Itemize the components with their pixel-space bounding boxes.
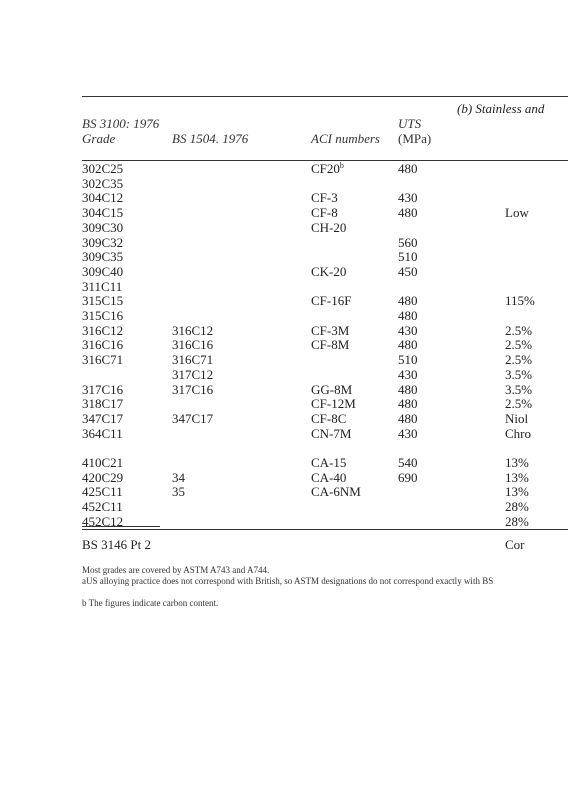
cell-aci [311, 397, 398, 412]
table-row [82, 250, 555, 265]
cell-bs3100 [82, 338, 172, 353]
cell-bs3100-text: 425C11 [82, 484, 123, 500]
table-row [82, 265, 555, 280]
cell-bs3100 [82, 368, 172, 383]
cell-bs1504 [172, 383, 311, 398]
cell-note [505, 162, 555, 177]
cell-uts [398, 162, 505, 177]
grades-table-body [82, 162, 555, 530]
cell-bs1504-text: 316C71 [172, 352, 214, 368]
cell-bs1504 [172, 294, 311, 309]
cell-uts-text: 540 [398, 455, 418, 471]
cell-bs1504 [172, 236, 311, 251]
cell-uts [398, 191, 505, 206]
top-rule [82, 96, 568, 97]
cell-note [505, 221, 555, 236]
cell-uts [398, 485, 505, 500]
cell-bs3100 [82, 397, 172, 412]
cell-bs1504-text: 35 [172, 484, 185, 500]
header-uts [398, 116, 431, 146]
cell-note-text: 13% [505, 455, 529, 471]
footnote-b: b The figures indicate carbon content. [82, 598, 219, 608]
cell-aci [311, 191, 398, 206]
cell-uts-text: 560 [398, 234, 418, 250]
cell-bs1504 [172, 485, 311, 500]
cell-note [505, 397, 555, 412]
cell-bs3100 [82, 412, 172, 427]
cell-aci-text: CF-8M [311, 337, 350, 353]
header-bs3100-line1: BS 3100: 1976 [82, 116, 160, 131]
cell-bs1504 [172, 162, 311, 177]
footer-short-rule [82, 526, 160, 527]
cell-note-text: 2.5% [505, 322, 533, 338]
cell-bs3100-text: 304C12 [82, 190, 124, 206]
cell-uts-text: 480 [398, 381, 418, 397]
header-bs3100-line2: Grade [82, 131, 116, 146]
cell-note-text: Low [505, 205, 529, 221]
cell-bs3100-text: 410C21 [82, 455, 124, 471]
cell-bs3100-text: 309C32 [82, 234, 124, 250]
table-row [82, 485, 555, 500]
table-row [82, 338, 555, 353]
cell-note-text: 2.5% [505, 396, 533, 412]
cell-note-text: 13% [505, 469, 529, 485]
cell-bs1504 [172, 368, 311, 383]
cell-note [505, 471, 555, 486]
footnote-coverage: Most grades are covered by ASTM A743 and A744. [82, 565, 270, 575]
cell-bs3100-text: 309C40 [82, 263, 124, 279]
cell-bs3100 [82, 250, 172, 265]
table-row [82, 309, 555, 324]
cell-note [505, 309, 555, 324]
cell-uts [398, 294, 505, 309]
cell-uts-text: 510 [398, 249, 418, 265]
cell-bs1504 [172, 515, 311, 530]
cell-bs1504 [172, 500, 311, 515]
cell-aci [311, 221, 398, 236]
table-row [82, 221, 555, 236]
table-row [82, 294, 555, 309]
cell-aci-text: CA-6NM [311, 484, 361, 500]
cell-uts [398, 397, 505, 412]
cell-uts [398, 324, 505, 339]
cell-aci [311, 368, 398, 383]
cell-bs3100-text: 452C12 [82, 513, 124, 529]
cell-bs3100-text: 347C17 [82, 410, 124, 426]
cell-aci [311, 265, 398, 280]
cell-note-text: Chro [505, 425, 531, 441]
cell-bs3100 [82, 324, 172, 339]
cell-note [505, 338, 555, 353]
table-row [82, 412, 555, 427]
cell-bs3100 [82, 500, 172, 515]
cell-note [505, 191, 555, 206]
cell-aci [311, 427, 398, 442]
cell-aci [311, 294, 398, 309]
cell-aci [311, 383, 398, 398]
cell-aci [311, 338, 398, 353]
cell-uts [398, 427, 505, 442]
cell-bs3100-text: 309C30 [82, 219, 124, 235]
cell-uts-text: 450 [398, 263, 418, 279]
cell-note [505, 294, 555, 309]
table-row [82, 515, 555, 530]
cell-bs3100 [82, 162, 172, 177]
cell-note-text: 3.5% [505, 381, 533, 397]
cell-uts-text: 430 [398, 322, 418, 338]
cell-uts [398, 500, 505, 515]
cell-bs1504-text: 317C16 [172, 381, 214, 397]
cell-bs3100 [82, 236, 172, 251]
cell-uts-text: 510 [398, 352, 418, 368]
cell-note [505, 383, 555, 398]
cell-aci-text: CN-7M [311, 425, 352, 441]
cell-aci [311, 206, 398, 221]
cell-bs3100-text: 317C16 [82, 381, 124, 397]
cell-note-text: 28% [505, 499, 529, 515]
cell-note [505, 427, 555, 442]
cell-note-text: 2.5% [505, 337, 533, 353]
cell-bs3100-text: 302C35 [82, 175, 124, 191]
cell-uts [398, 309, 505, 324]
table-row [82, 427, 555, 442]
cell-aci-text: CF-3 [311, 190, 338, 206]
cell-note-text: 28% [505, 513, 529, 529]
cell-uts-text: 480 [398, 308, 418, 324]
cell-bs1504-text: 316C16 [172, 337, 214, 353]
cell-bs1504-text: 347C17 [172, 410, 214, 426]
cell-uts-text: 480 [398, 337, 418, 353]
footer-standard: BS 3146 Pt 2 [82, 537, 151, 552]
cell-aci [311, 412, 398, 427]
cell-bs1504 [172, 265, 311, 280]
table-caption: (b) Stainless and [457, 101, 545, 116]
cell-bs3100-text: 304C15 [82, 205, 124, 221]
cell-bs3100 [82, 515, 172, 530]
cell-uts [398, 515, 505, 530]
cell-bs3100-text: 316C12 [82, 322, 124, 338]
table-row [82, 456, 555, 471]
cell-uts [398, 338, 505, 353]
spacer-cell [82, 441, 555, 456]
cell-bs3100-text: 309C35 [82, 249, 124, 265]
header-bs3100 [82, 116, 159, 146]
cell-bs3100 [82, 177, 172, 192]
cell-aci [311, 471, 398, 486]
cell-uts-text: 480 [398, 396, 418, 412]
cell-bs3100 [82, 456, 172, 471]
table-row-spacer [82, 441, 555, 456]
cell-bs3100 [82, 294, 172, 309]
cell-uts [398, 471, 505, 486]
cell-bs3100 [82, 309, 172, 324]
cell-bs3100-text: 302C25 [82, 161, 124, 176]
cell-bs3100-text: 420C29 [82, 469, 124, 485]
cell-uts [398, 206, 505, 221]
cell-aci-text: CH-20 [311, 219, 347, 235]
cell-uts [398, 177, 505, 192]
table-row [82, 162, 555, 177]
cell-bs1504 [172, 177, 311, 192]
table-row [82, 206, 555, 221]
cell-uts [398, 412, 505, 427]
cell-note [505, 206, 555, 221]
cell-uts-text: 480 [398, 205, 418, 221]
cell-uts [398, 265, 505, 280]
cell-bs1504 [172, 309, 311, 324]
table-row [82, 397, 555, 412]
cell-uts [398, 353, 505, 368]
cell-uts [398, 250, 505, 265]
cell-aci-text: CF-8C [311, 410, 347, 426]
cell-note-text: 13% [505, 484, 529, 500]
cell-bs1504 [172, 191, 311, 206]
cell-aci [311, 280, 398, 295]
cell-bs3100-text: 318C17 [82, 396, 124, 412]
cell-note-text: 115% [505, 293, 535, 309]
cell-bs1504 [172, 338, 311, 353]
cell-note [505, 236, 555, 251]
cell-aci [311, 456, 398, 471]
cell-bs1504 [172, 427, 311, 442]
cell-bs1504 [172, 280, 311, 295]
table-row [82, 236, 555, 251]
table-row [82, 471, 555, 486]
cell-aci [311, 515, 398, 530]
cell-bs3100 [82, 206, 172, 221]
cell-bs3100-text: 316C71 [82, 352, 124, 368]
cell-bs1504 [172, 471, 311, 486]
cell-uts-text: 430 [398, 366, 418, 382]
cell-aci-text: CF-16F [311, 293, 352, 309]
cell-aci-text: CF-12M [311, 396, 356, 412]
footer-rule [82, 529, 568, 530]
header-bs1504: BS 1504. 1976 [172, 131, 249, 146]
cell-uts-text: 480 [398, 161, 418, 176]
cell-aci [311, 250, 398, 265]
header-uts-line2: (MPa) [398, 131, 432, 146]
cell-bs1504 [172, 206, 311, 221]
cell-bs1504 [172, 412, 311, 427]
cell-aci [311, 324, 398, 339]
cell-uts [398, 236, 505, 251]
cell-uts [398, 383, 505, 398]
cell-bs3100-text: 452C11 [82, 499, 123, 515]
cell-aci-text: CA-15 [311, 455, 347, 471]
table-row [82, 383, 555, 398]
cell-note [505, 485, 555, 500]
cell-note [505, 250, 555, 265]
cell-bs1504 [172, 324, 311, 339]
cell-aci [311, 236, 398, 251]
cell-uts-text: 690 [398, 469, 418, 485]
cell-aci [311, 177, 398, 192]
footer-standard-note: Cor [505, 537, 525, 552]
cell-uts [398, 456, 505, 471]
cell-bs3100-text: 315C16 [82, 308, 124, 324]
cell-note [505, 280, 555, 295]
cell-aci-text: GG-8M [311, 381, 353, 397]
cell-bs3100 [82, 353, 172, 368]
cell-note [505, 456, 555, 471]
cell-note [505, 368, 555, 383]
footnote-marker: b [339, 161, 344, 170]
table-row [82, 280, 555, 295]
cell-bs3100 [82, 280, 172, 295]
cell-bs3100-text: 311C11 [82, 278, 123, 294]
cell-note [505, 353, 555, 368]
cell-bs3100 [82, 471, 172, 486]
cell-aci [311, 500, 398, 515]
cell-note [505, 324, 555, 339]
cell-note-text: 2.5% [505, 352, 533, 368]
table-row [82, 191, 555, 206]
cell-aci [311, 485, 398, 500]
cell-bs3100 [82, 485, 172, 500]
cell-bs3100-text: 316C16 [82, 337, 124, 353]
cell-aci-text: CF-8 [311, 205, 338, 221]
cell-bs3100-text: 315C15 [82, 293, 124, 309]
cell-bs3100-text: 364C11 [82, 425, 123, 441]
cell-bs3100 [82, 191, 172, 206]
cell-bs1504-text: 317C12 [172, 366, 214, 382]
cell-note-text: 3.5% [505, 366, 533, 382]
cell-bs1504-text: 316C12 [172, 322, 214, 338]
table-row [82, 177, 555, 192]
cell-uts-text: 480 [398, 410, 418, 426]
table-row [82, 324, 555, 339]
cell-uts-text: 480 [398, 293, 418, 309]
table-row [82, 500, 555, 515]
cell-aci [311, 353, 398, 368]
header-uts-line1: UTS [398, 116, 422, 131]
cell-aci [311, 309, 398, 324]
table-row [82, 368, 555, 383]
cell-uts [398, 368, 505, 383]
cell-uts [398, 221, 505, 236]
cell-bs1504 [172, 250, 311, 265]
cell-note [505, 265, 555, 280]
cell-note-text: Niol [505, 410, 529, 426]
cell-aci-text: CF-3M [311, 322, 350, 338]
cell-bs3100 [82, 383, 172, 398]
cell-uts-text: 430 [398, 425, 418, 441]
footnote-a: aUS alloying practice does not correspond with British, so ASTM designations do not correspond exactly with BS [82, 576, 494, 586]
cell-aci-text: CK-20 [311, 263, 347, 279]
cell-note [505, 177, 555, 192]
table-row [82, 353, 555, 368]
cell-bs3100 [82, 427, 172, 442]
cell-note [505, 412, 555, 427]
cell-aci-text: CF20 [311, 161, 340, 176]
cell-note [505, 515, 555, 530]
cell-uts-text: 430 [398, 190, 418, 206]
cell-bs1504-text: 34 [172, 469, 185, 485]
grades-table [82, 162, 555, 530]
cell-bs1504 [172, 353, 311, 368]
cell-aci [311, 162, 398, 177]
cell-bs1504 [172, 221, 311, 236]
cell-bs1504 [172, 397, 311, 412]
cell-note [505, 500, 555, 515]
cell-uts [398, 280, 505, 295]
cell-bs3100 [82, 265, 172, 280]
cell-bs1504 [172, 456, 311, 471]
header-aci: ACI numbers [311, 131, 380, 146]
cell-aci-text: CA-40 [311, 469, 347, 485]
cell-bs3100 [82, 221, 172, 236]
